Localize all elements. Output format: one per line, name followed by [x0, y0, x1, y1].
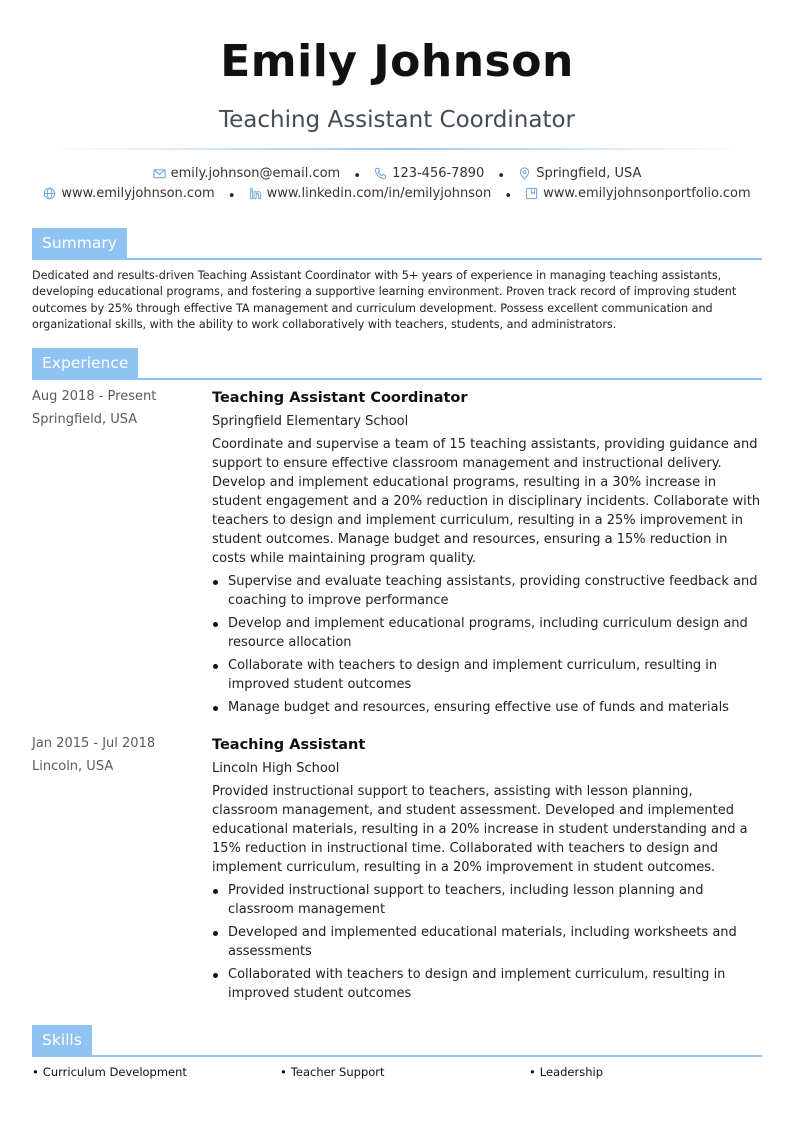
- job-title: Teaching Assistant Coordinator: [218, 107, 576, 133]
- skills-heading: Skills: [32, 1025, 92, 1056]
- job-role: Teaching Assistant Coordinator: [212, 390, 468, 406]
- job-company: Lincoln High School: [212, 761, 340, 776]
- separator: •: [353, 169, 362, 184]
- separator: •: [497, 169, 506, 184]
- email-icon: [153, 167, 166, 180]
- linkedin-text: www.linkedin.com/in/emilyjohnson: [266, 186, 492, 201]
- location-pin-icon: [518, 167, 531, 180]
- summary-heading: Summary: [32, 228, 127, 259]
- location-text: Springfield, USA: [536, 166, 642, 181]
- summary-text: Dedicated and results-driven Teaching Assistant Coordinator with 5+ years of experience in managing teaching assistants, developing educational programs, and fostering a supportive learning environment. Proven track record of improving student outcomes by 25% through effective TA management and curriculum development. Possess excellent communication and organizational skills, with the ability to work collaboratively with teachers, students, and administrators.: [32, 269, 737, 331]
- list-item: Developed and implemented educational materials, including worksheets and assessments: [212, 923, 762, 961]
- website-text: www.emilyjohnson.com: [61, 186, 215, 201]
- job-location: Springfield, USA: [32, 412, 138, 427]
- skills-divider: [32, 1055, 762, 1057]
- experience-divider: [32, 378, 762, 380]
- skill-item: • Teacher Support: [280, 1065, 385, 1079]
- job-description: Provided instructional support to teachers, assisting with lesson planning, classroom management, and student assessment. Developed and implemented educational materials, resulting in a 20% increase in student understanding and a 15% reduction in instructional time. Collaborated with teachers to design and implement curriculum, resulting in a 20% improvement in student outcomes.: [212, 784, 748, 875]
- experience-section-header: [32, 348, 762, 380]
- list-item: Collaborate with teachers to design and implement curriculum, resulting in improved student outcomes: [212, 656, 762, 694]
- list-item: Collaborated with teachers to design and implement curriculum, resulting in improved student outcomes: [212, 965, 762, 1003]
- contact-email[interactable]: [153, 166, 341, 181]
- separator: •: [227, 189, 236, 204]
- job-location: Lincoln, USA: [32, 759, 114, 774]
- job-bullets: [212, 572, 762, 717]
- contact-phone[interactable]: [374, 166, 484, 181]
- candidate-name: Emily Johnson: [220, 36, 574, 87]
- portfolio-bookmark-icon: [525, 187, 538, 200]
- list-item: Develop and implement educational programs, including curriculum design and resource allocation: [212, 614, 762, 652]
- summary-divider: [32, 258, 762, 260]
- job-description: Coordinate and supervise a team of 15 teaching assistants, providing guidance and support to ensure effective classroom management and instructional delivery. Develop and implement educational programs, resulting in a 30% increase in student engagement and a 20% reduction in disciplinary incidents. Collaborate with teachers to design and implement curriculum, resulting in a 25% improvement in student outcomes. Manage budget and resources, ensuring a 15% reduction in costs while maintaining program quality.: [212, 437, 761, 566]
- job-company: Springfield Elementary School: [212, 414, 409, 429]
- job-bullets: [212, 881, 762, 1003]
- list-item: Supervise and evaluate teaching assistants, providing constructive feedback and coaching to improve performance: [212, 572, 762, 610]
- phone-icon: [374, 167, 387, 180]
- list-item: Provided instructional support to teachers, including lesson planning and classroom management: [212, 881, 762, 919]
- job-details: [212, 736, 762, 1007]
- email-text: emily.johnson@email.com: [170, 166, 341, 181]
- portfolio-text: www.emilyjohnsonportfolio.com: [543, 186, 751, 201]
- job-role: Teaching Assistant: [212, 737, 366, 753]
- globe-icon: [43, 187, 56, 200]
- header-divider: [47, 148, 747, 150]
- job-date: Aug 2018 - Present: [32, 389, 157, 404]
- skill-item: • Leadership: [529, 1065, 603, 1079]
- contact-linkedin[interactable]: [249, 186, 492, 201]
- skill-item: • Curriculum Development: [32, 1065, 187, 1079]
- job-details: [212, 389, 762, 721]
- contact-line-1: [0, 166, 794, 184]
- phone-text: 123-456-7890: [392, 166, 485, 181]
- experience-heading: Experience: [32, 348, 138, 379]
- separator: •: [504, 189, 513, 204]
- linkedin-icon: [249, 187, 262, 200]
- contact-location: [518, 166, 641, 181]
- contact-website[interactable]: [43, 186, 214, 201]
- skills-section-header: [32, 1025, 762, 1057]
- summary-section-header: [32, 228, 762, 260]
- list-item: Manage budget and resources, ensuring effective use of funds and materials: [212, 698, 762, 717]
- contact-portfolio[interactable]: [525, 186, 750, 201]
- contact-line-2: [0, 186, 794, 204]
- job-date: Jan 2015 - Jul 2018: [32, 736, 156, 751]
